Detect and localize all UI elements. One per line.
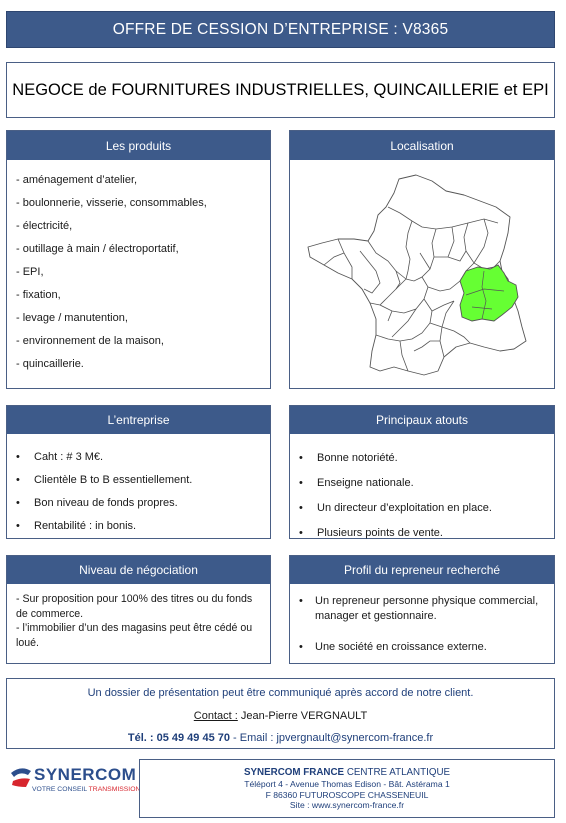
buyer-profile-list bbox=[299, 594, 544, 655]
list-item: • Bonne notoriété. bbox=[299, 446, 492, 471]
logo-tagline bbox=[32, 786, 140, 793]
products-header: Les produits bbox=[7, 131, 270, 160]
logo-tagline-b: TRANSMISSION bbox=[88, 786, 141, 793]
logo-tagline-a: VOTRE CONSEIL bbox=[32, 786, 89, 793]
negotiation-text bbox=[16, 592, 262, 650]
products-panel bbox=[6, 130, 271, 389]
negotiation-line: - l’immobilier d’un des magasins peut être cédé ou loué. bbox=[16, 622, 253, 649]
buyer-profile-panel bbox=[289, 555, 555, 664]
offer-banner bbox=[6, 11, 555, 48]
list-item: • Un directeur d’exploitation en place. bbox=[299, 496, 492, 521]
address-line: Téléport 4 - Avenue Thomas Edison - Bât. Astérama 1 bbox=[244, 779, 450, 789]
list-item-text: Caht : # 3 M€. bbox=[34, 451, 104, 463]
list-item: • Enseigne nationale. bbox=[299, 471, 492, 496]
list-item-text: Rentabilité : in bonis. bbox=[34, 520, 137, 532]
contact-box bbox=[6, 678, 555, 749]
france-map bbox=[304, 171, 544, 383]
list-item-text: Clientèle B to B essentiellement. bbox=[34, 474, 193, 486]
list-item: - quincaillerie. bbox=[16, 358, 84, 370]
company-panel bbox=[6, 405, 271, 539]
company-address-box bbox=[139, 759, 555, 818]
strengths-header: Principaux atouts bbox=[290, 406, 554, 434]
list-item: • Clientèle B to B essentiellement. bbox=[16, 469, 192, 492]
list-item-text: Bon niveau de fonds propres. bbox=[34, 497, 178, 509]
synercom-swoosh-icon bbox=[8, 765, 34, 791]
list-item-text: Un repreneur personne physique commercial, manager et gestionnaire. bbox=[315, 595, 539, 622]
list-item: • Plusieurs points de vente. bbox=[299, 521, 492, 546]
location-panel bbox=[289, 130, 555, 389]
list-item: • Caht : # 3 M€. bbox=[16, 446, 192, 469]
contact-phone: Tél. : 05 49 49 45 70 bbox=[127, 732, 230, 744]
list-item: • Une société en croissance externe. bbox=[299, 641, 487, 653]
address-line: F 86360 FUTUROSCOPE CHASSENEUIL bbox=[265, 789, 429, 800]
list-item: • Bon niveau de fonds propres. bbox=[16, 492, 192, 515]
list-item: - levage / manutention, bbox=[16, 312, 128, 324]
contact-email[interactable]: jpvergnault@synercom-france.fr bbox=[276, 732, 434, 744]
company-list bbox=[16, 446, 192, 538]
list-item: - environnement de la maison, bbox=[16, 335, 164, 347]
list-item: - aménagement d’atelier, bbox=[16, 174, 138, 186]
list-item: - électricité, bbox=[16, 220, 73, 232]
dossier-notice: Un dossier de présentation peut être communiqué après accord de notre client. bbox=[87, 687, 474, 699]
synercom-logo bbox=[6, 762, 141, 802]
negotiation-panel bbox=[6, 555, 271, 664]
strengths-list bbox=[299, 446, 492, 546]
negotiation-header: Niveau de négociation bbox=[7, 556, 270, 584]
list-item-text: Plusieurs points de vente. bbox=[317, 527, 443, 539]
strengths-panel bbox=[289, 405, 555, 539]
list-item: - outillage à main / électroportatif, bbox=[16, 243, 179, 255]
buyer-profile-header: Profil du repreneur recherché bbox=[290, 556, 554, 584]
contact-details bbox=[7, 732, 554, 744]
logo-name: SYNERCOM bbox=[34, 765, 137, 784]
company-name bbox=[140, 766, 554, 779]
offer-banner-text: OFFRE DE CESSION D’ENTREPRISE : V8365 bbox=[112, 20, 449, 38]
list-item: • Un repreneur personne physique commercial, manager et gestionnaire. bbox=[299, 594, 544, 624]
location-header: Localisation bbox=[290, 131, 554, 160]
list-item: • Rentabilité : in bonis. bbox=[16, 515, 192, 538]
negotiation-line: - Sur proposition pour 100% des titres ou du fonds de commerce. bbox=[16, 593, 253, 620]
contact-name: Jean-Pierre VERGNAULT bbox=[237, 710, 368, 722]
list-item: - fixation, bbox=[16, 289, 61, 301]
company-name-bold: SYNERCOM FRANCE bbox=[243, 767, 345, 778]
list-item-text: Un directeur d’exploitation en place. bbox=[317, 502, 492, 514]
contact-label: Contact : bbox=[193, 710, 238, 722]
list-item: - boulonnerie, visserie, consommables, bbox=[16, 197, 207, 209]
company-name-rest: CENTRE ATLANTIQUE bbox=[344, 767, 451, 778]
list-item-text: Une société en croissance externe. bbox=[315, 641, 487, 653]
list-item-text: Enseigne nationale. bbox=[317, 477, 414, 489]
products-list bbox=[16, 169, 207, 376]
activity-title-box bbox=[6, 62, 555, 118]
list-item-text: Bonne notoriété. bbox=[317, 452, 398, 464]
website-line[interactable]: Site : www.synercom-france.fr bbox=[289, 800, 405, 810]
company-header: L’entreprise bbox=[7, 406, 270, 434]
list-item: - EPI, bbox=[16, 266, 44, 278]
contact-line bbox=[7, 710, 554, 722]
activity-title: NEGOCE de FOURNITURES INDUSTRIELLES, QUINCAILLERIE et EPI bbox=[12, 80, 549, 99]
email-label: - Email : bbox=[230, 732, 277, 744]
